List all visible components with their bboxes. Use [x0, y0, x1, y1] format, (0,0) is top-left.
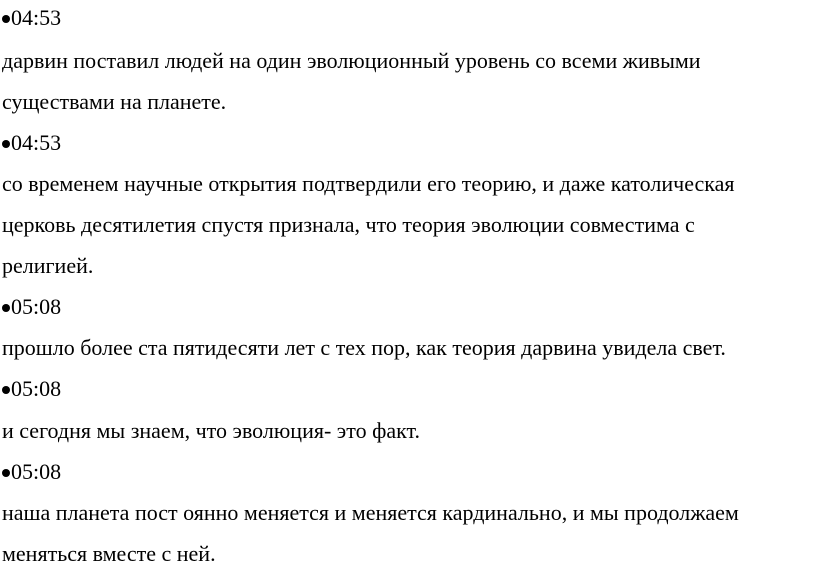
- transcript-line: со временем научные открытия подтвердили его теорию, и даже католическая: [2, 171, 735, 196]
- timestamp: 04:53: [11, 130, 62, 155]
- transcript-line: меняться вместе с ней.: [2, 541, 216, 566]
- bullet-icon: [2, 304, 10, 312]
- transcript-line: существами на планете.: [2, 89, 227, 114]
- transcript-line: религией.: [2, 253, 94, 278]
- timestamp: 05:08: [11, 459, 62, 484]
- timestamp-row: [2, 376, 61, 402]
- timestamp-row: [2, 5, 61, 31]
- timestamp-row: [2, 294, 61, 320]
- transcript-line: и сегодня мы знаем, что эволюция- это факт.: [2, 418, 420, 443]
- bullet-icon: [2, 469, 10, 477]
- timestamp: 04:53: [11, 5, 62, 30]
- timestamp: 05:08: [11, 294, 62, 319]
- transcript-line: церковь десятилетия спустя признала, что теория эволюции совместима с: [2, 212, 695, 237]
- transcript-line: прошло более ста пятидесяти лет с тех пор, как теория дарвина увидела свет.: [2, 335, 726, 360]
- transcript-line: дарвин поставил людей на один эволюционный уровень со всеми живыми: [2, 48, 701, 73]
- bullet-icon: [2, 15, 10, 23]
- timestamp: 05:08: [11, 376, 62, 401]
- transcript-line: наша планета пост оянно меняется и меняется кардинально, и мы продолжаем: [2, 500, 739, 525]
- bullet-icon: [2, 140, 10, 148]
- timestamp-row: [2, 130, 61, 156]
- bullet-icon: [2, 386, 10, 394]
- timestamp-row: [2, 459, 61, 485]
